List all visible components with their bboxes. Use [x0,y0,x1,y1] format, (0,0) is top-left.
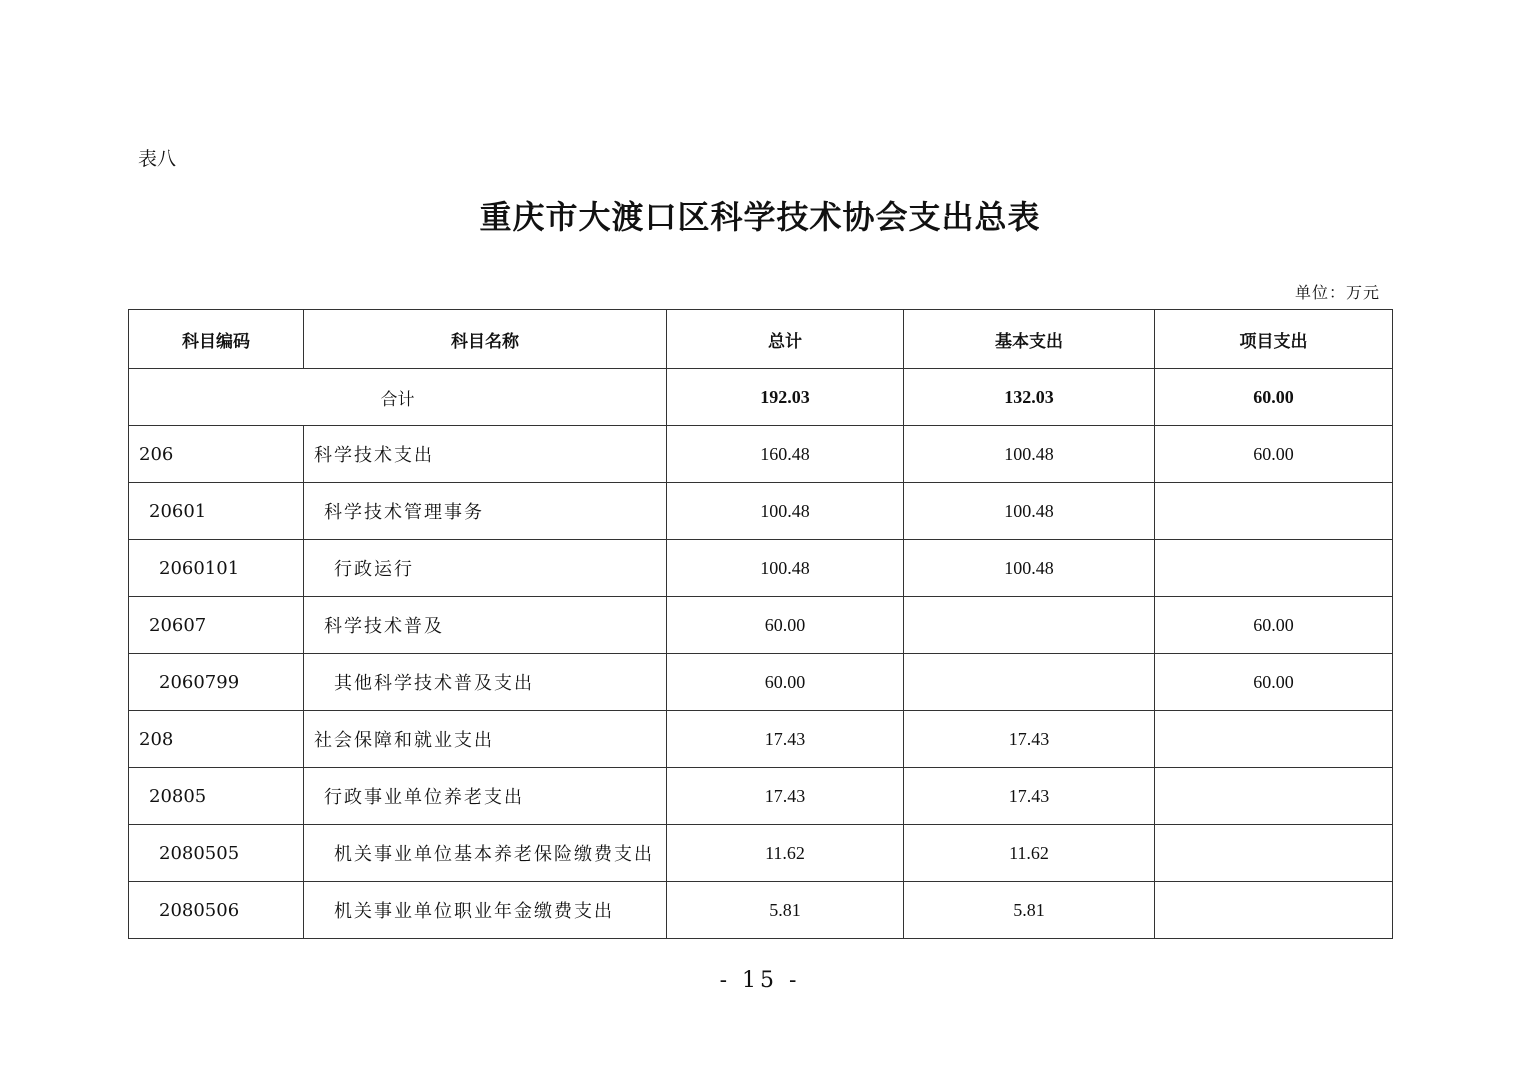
table-row [129,768,1393,825]
table-label: 表八 [138,148,177,170]
page-title: 重庆市大渡口区科学技术协会支出总表 [479,198,1041,236]
row-basic [904,654,1155,711]
total-value: 192.03 [667,369,904,426]
table-row [129,426,1393,483]
table-row [129,654,1393,711]
row-name: 行政运行 [304,540,667,597]
total-basic: 132.03 [904,369,1155,426]
row-project: 60.00 [1155,426,1393,483]
table-row [129,597,1393,654]
row-code: 206 [129,426,304,483]
row-total: 100.48 [667,483,904,540]
row-name: 行政事业单位养老支出 [304,768,667,825]
header-row [129,310,1393,369]
header-name: 科目名称 [304,310,667,369]
header-total: 总计 [667,310,904,369]
row-basic: 11.62 [904,825,1155,882]
row-basic: 17.43 [904,768,1155,825]
total-row [129,369,1393,426]
row-total: 60.00 [667,654,904,711]
row-name: 其他科学技术普及支出 [304,654,667,711]
row-total: 100.48 [667,540,904,597]
row-project [1155,540,1393,597]
row-total: 17.43 [667,768,904,825]
row-total: 17.43 [667,711,904,768]
row-basic: 17.43 [904,711,1155,768]
row-basic [904,597,1155,654]
row-basic: 100.48 [904,540,1155,597]
expenditure-table [128,309,1393,939]
row-name: 机关事业单位基本养老保险缴费支出 [304,825,667,882]
row-project [1155,768,1393,825]
row-total: 60.00 [667,597,904,654]
row-basic: 100.48 [904,426,1155,483]
row-project: 60.00 [1155,654,1393,711]
table-row [129,483,1393,540]
row-basic: 100.48 [904,483,1155,540]
row-name: 科学技术管理事务 [304,483,667,540]
row-project [1155,711,1393,768]
table-row [129,711,1393,768]
row-total: 160.48 [667,426,904,483]
row-code: 2080506 [129,882,304,939]
page-number: - 15 - [719,968,801,993]
row-total: 5.81 [667,882,904,939]
row-code: 2080505 [129,825,304,882]
row-name: 科学技术普及 [304,597,667,654]
row-project [1155,825,1393,882]
row-code: 2060101 [129,540,304,597]
unit-label: 单位：万元 [1294,283,1380,302]
row-basic: 5.81 [904,882,1155,939]
row-name: 科学技术支出 [304,426,667,483]
header-basic: 基本支出 [904,310,1155,369]
table-row [129,540,1393,597]
total-project: 60.00 [1155,369,1393,426]
row-project [1155,882,1393,939]
row-project [1155,483,1393,540]
row-total: 11.62 [667,825,904,882]
row-name: 机关事业单位职业年金缴费支出 [304,882,667,939]
total-label: 合计 [129,369,667,426]
header-project: 项目支出 [1155,310,1393,369]
row-project: 60.00 [1155,597,1393,654]
row-code: 2060799 [129,654,304,711]
header-code: 科目编码 [129,310,304,369]
table-row [129,825,1393,882]
row-code: 208 [129,711,304,768]
row-name: 社会保障和就业支出 [304,711,667,768]
row-code: 20607 [129,597,304,654]
row-code: 20805 [129,768,304,825]
row-code: 20601 [129,483,304,540]
table-row [129,882,1393,939]
